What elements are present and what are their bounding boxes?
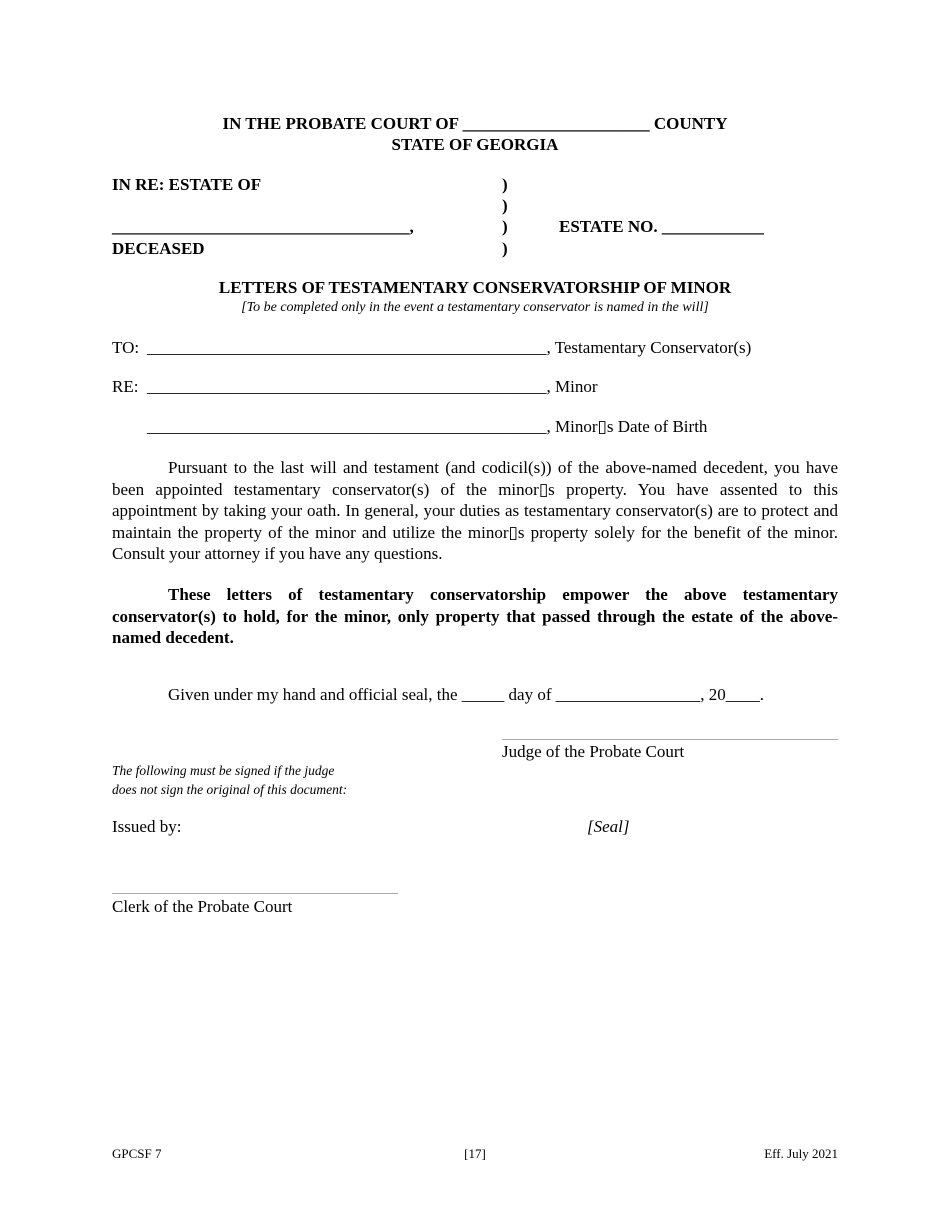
state-line: STATE OF GEORGIA — [391, 135, 559, 154]
clerk-label: Clerk of the Probate Court — [112, 897, 293, 916]
document-title: LETTERS OF TESTAMENTARY CONSERVATORSHIP OF MINOR — [218, 278, 732, 297]
form-id: GPCSF 7 — [112, 1146, 162, 1161]
signing-note-line1: The following must be signed if the judge — [112, 763, 335, 778]
court-line: IN THE PROBATE COURT OF ______________________ COUNTY — [222, 114, 728, 133]
in-re-label: IN RE: ESTATE OF — [112, 175, 262, 194]
re-minor-line: _______________________________________________, Minor — [147, 377, 598, 396]
caption-paren: ) — [502, 239, 508, 258]
minor-dob-line: _______________________________________________, Minor▯s Date of Birth — [147, 417, 708, 436]
deceased-label: DECEASED — [112, 239, 205, 258]
to-conservator-line: _______________________________________________, Testamentary Conservator(s) — [147, 338, 752, 357]
clerk-signature-line — [112, 893, 398, 894]
given-under-hand-line: Given under my hand and official seal, the _____ day of _________________, 20____. — [168, 685, 764, 704]
signing-note-line2: does not sign the original of this document: — [112, 782, 348, 797]
decedent-name-blank: ___________________________________, — [112, 217, 414, 236]
judge-label: Judge of the Probate Court — [502, 742, 685, 761]
page-number: [17] — [464, 1146, 486, 1161]
issued-by-label: Issued by: — [112, 817, 182, 836]
re-label: RE: — [112, 377, 139, 396]
caption-paren: ) — [502, 196, 508, 215]
to-label: TO: — [112, 338, 140, 357]
caption-paren: ) — [502, 175, 508, 194]
document-subtitle: [To be completed only in the event a testamentary conservator is named in the will] — [241, 300, 709, 315]
effective-date: Eff. July 2021 — [764, 1146, 838, 1161]
empowerment-paragraph: These letters of testamentary conservatorship empower the above testamentary conservator(s) to hold, for the minor, only property that passed through the estate of the above-named decedent. — [112, 585, 838, 647]
seal-label: [Seal] — [587, 817, 630, 836]
caption-paren: ) — [502, 217, 508, 236]
appointment-paragraph: Pursuant to the last will and testament (and codicil(s)) of the above-named decedent, you have been appointed testamentary conservator(s) of the minor▯s property. You have assented to this appointment by taking your oath. In general, your duties as testamentary conservator(s) are to protect and maintain the property of the minor and utilize the minor▯s property solely for the benefit of the minor. Consult your attorney if you have any questions. — [112, 458, 838, 563]
judge-signature-line — [502, 739, 838, 740]
estate-number-field: ESTATE NO. ____________ — [559, 217, 764, 236]
